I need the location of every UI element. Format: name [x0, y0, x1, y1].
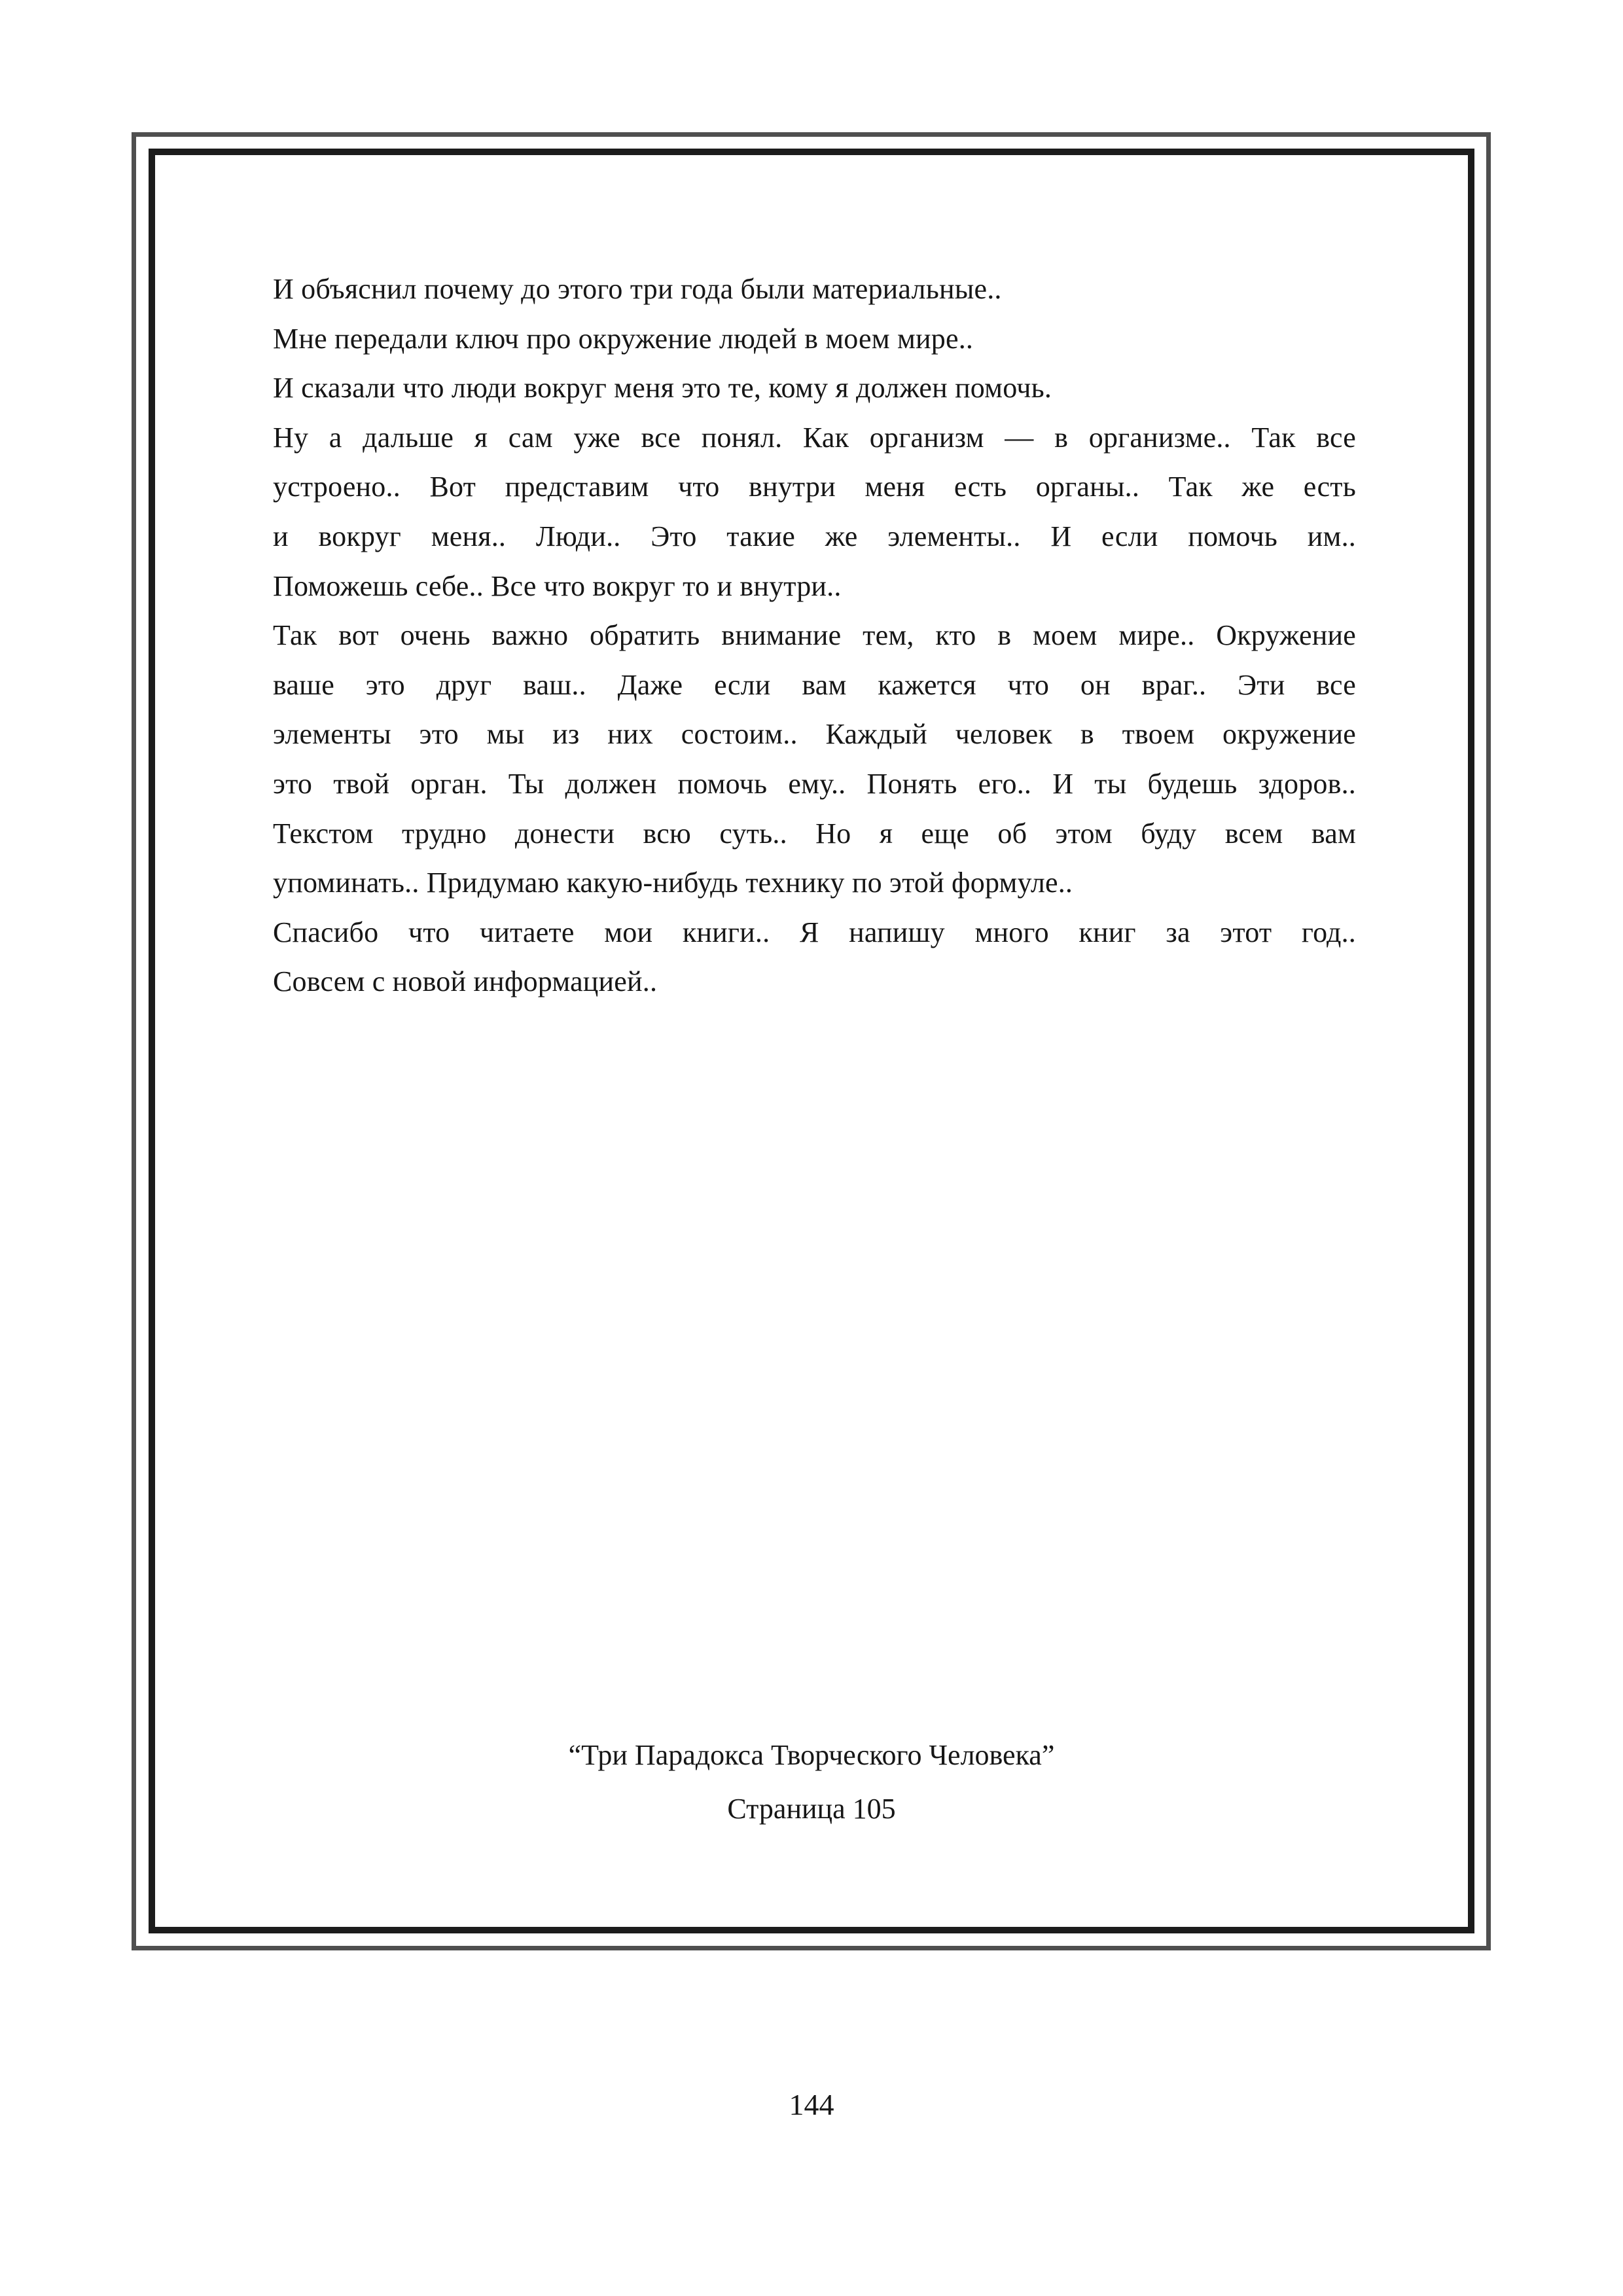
text-line: ваше это друг ваш.. Даже если вам кажется что он враг.. Эти все: [273, 668, 1356, 701]
text-line: устроено.. Вот представим что внутри меня есть органы.. Так же есть: [273, 471, 1356, 503]
text-line: И сказали что люди вокруг меня это те, кому я должен помочь.: [273, 372, 1052, 404]
text-line: Ну а дальше я сам уже все понял. Как организм — в организме.. Так все: [273, 421, 1356, 454]
text-line: Так вот очень важно обратить внимание тем, кто в моем мире.. Окружение: [273, 619, 1356, 652]
footer-citation: [0, 1729, 1623, 1836]
text-line: элементы это мы из них состоим.. Каждый человек в твоем окружение: [273, 718, 1356, 751]
page-reference: Страница 105: [727, 1793, 896, 1825]
text-line: Поможешь себе.. Все что вокруг то и внутри..: [273, 569, 842, 602]
text-line: и вокруг меня.. Люди.. Это такие же элементы.. И если помочь им..: [273, 520, 1356, 552]
book-title-reference: “Три Парадокса Творческого Человека”: [568, 1739, 1055, 1771]
text-line: Мне передали ключ про окружение людей в моем мире..: [273, 322, 974, 355]
text-line: упоминать.. Придумаю какую-нибудь технику по этой формуле..: [273, 867, 1073, 899]
text-line: Текстом трудно донести всю суть.. Но я еще об этом буду всем вам: [273, 817, 1356, 850]
text-line: Спасибо что читаете мои книги.. Я напишу много книг за этот год..: [273, 916, 1356, 948]
text-line: И объяснил почему до этого три года были материальные..: [273, 273, 1002, 305]
text-line: Совсем с новой информацией..: [273, 965, 658, 998]
text-line: это твой орган. Ты должен помочь ему.. Понять его.. И ты будешь здоров..: [273, 767, 1356, 800]
page-number: 144: [789, 2088, 834, 2121]
body-text-block: [273, 264, 1356, 1007]
